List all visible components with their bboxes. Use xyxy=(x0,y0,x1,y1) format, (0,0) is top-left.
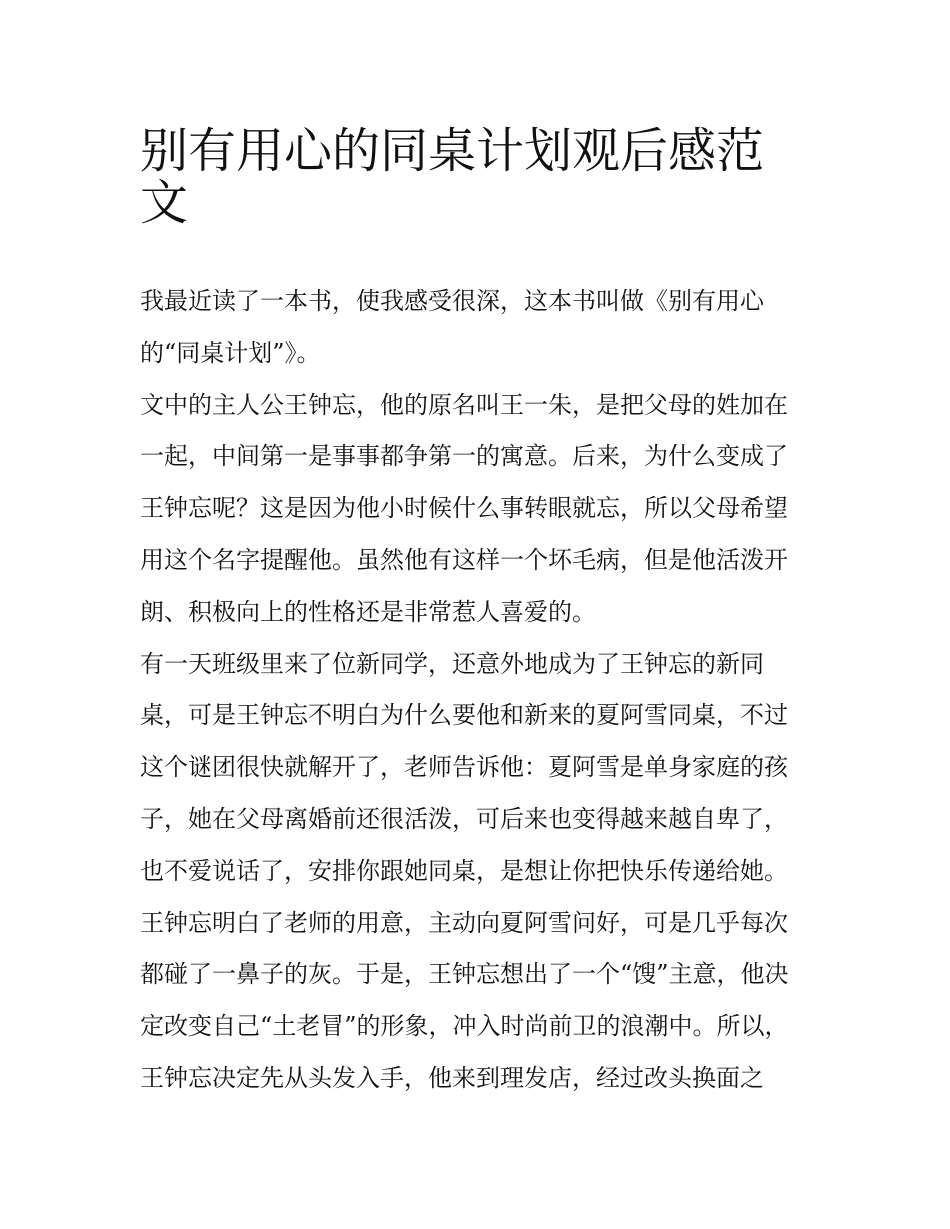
document-title xyxy=(140,112,820,231)
body-line: 文中的主人公王钟忘，他的原名叫王一朱，是把父母的姓加在 xyxy=(140,390,788,419)
body-line: 我最近读了一本书，使我感受很深，这本书叫做《别有用心 xyxy=(140,287,764,315)
body-line: 子，她在父母离婚前还很活泼，可后来也变得越来越自卑了， xyxy=(140,804,788,833)
body-line: 一起，中间第一是事事都争第一的寓意。后来，为什么变成了 xyxy=(140,442,788,471)
body-line: 王钟忘决定先从头发入手，他来到理发店，经过改头换面之 xyxy=(140,1063,764,1092)
body-line: 有一天班级里来了位新同学，还意外地成为了王钟忘的新同 xyxy=(140,649,764,678)
body-line: 的“同桌计划”》。 xyxy=(140,338,321,367)
body-line: 朗、积极向上的性格还是非常惹人喜爱的。 xyxy=(140,597,596,626)
document-body xyxy=(140,276,820,1105)
body-line: 都碰了一鼻子的灰。于是，王钟忘想出了一个“馊”主意，他决 xyxy=(140,960,789,989)
body-line: 这个谜团很快就解开了，老师告诉他：夏阿雪是单身家庭的孩 xyxy=(140,753,788,782)
body-line: 定改变自己“土老冒”的形象，冲入时尚前卫的浪潮中。所以， xyxy=(140,1012,789,1041)
body-line: 用这个名字提醒他。虽然他有这样一个坏毛病，但是他活泼开 xyxy=(140,545,788,574)
body-line: 也不爱说话了，安排你跟她同桌，是想让你把快乐传递给她。 xyxy=(140,856,788,885)
title-line: 文 xyxy=(140,174,189,231)
body-line: 王钟忘明白了老师的用意，主动向夏阿雪问好，可是几乎每次 xyxy=(140,908,788,937)
body-line: 桌，可是王钟忘不明白为什么要他和新来的夏阿雪同桌，不过 xyxy=(140,701,788,730)
body-line: 王钟忘呢？这是因为他小时候什么事转眼就忘，所以父母希望 xyxy=(140,494,788,523)
title-line: 别有用心的同桌计划观后感范 xyxy=(140,123,765,179)
